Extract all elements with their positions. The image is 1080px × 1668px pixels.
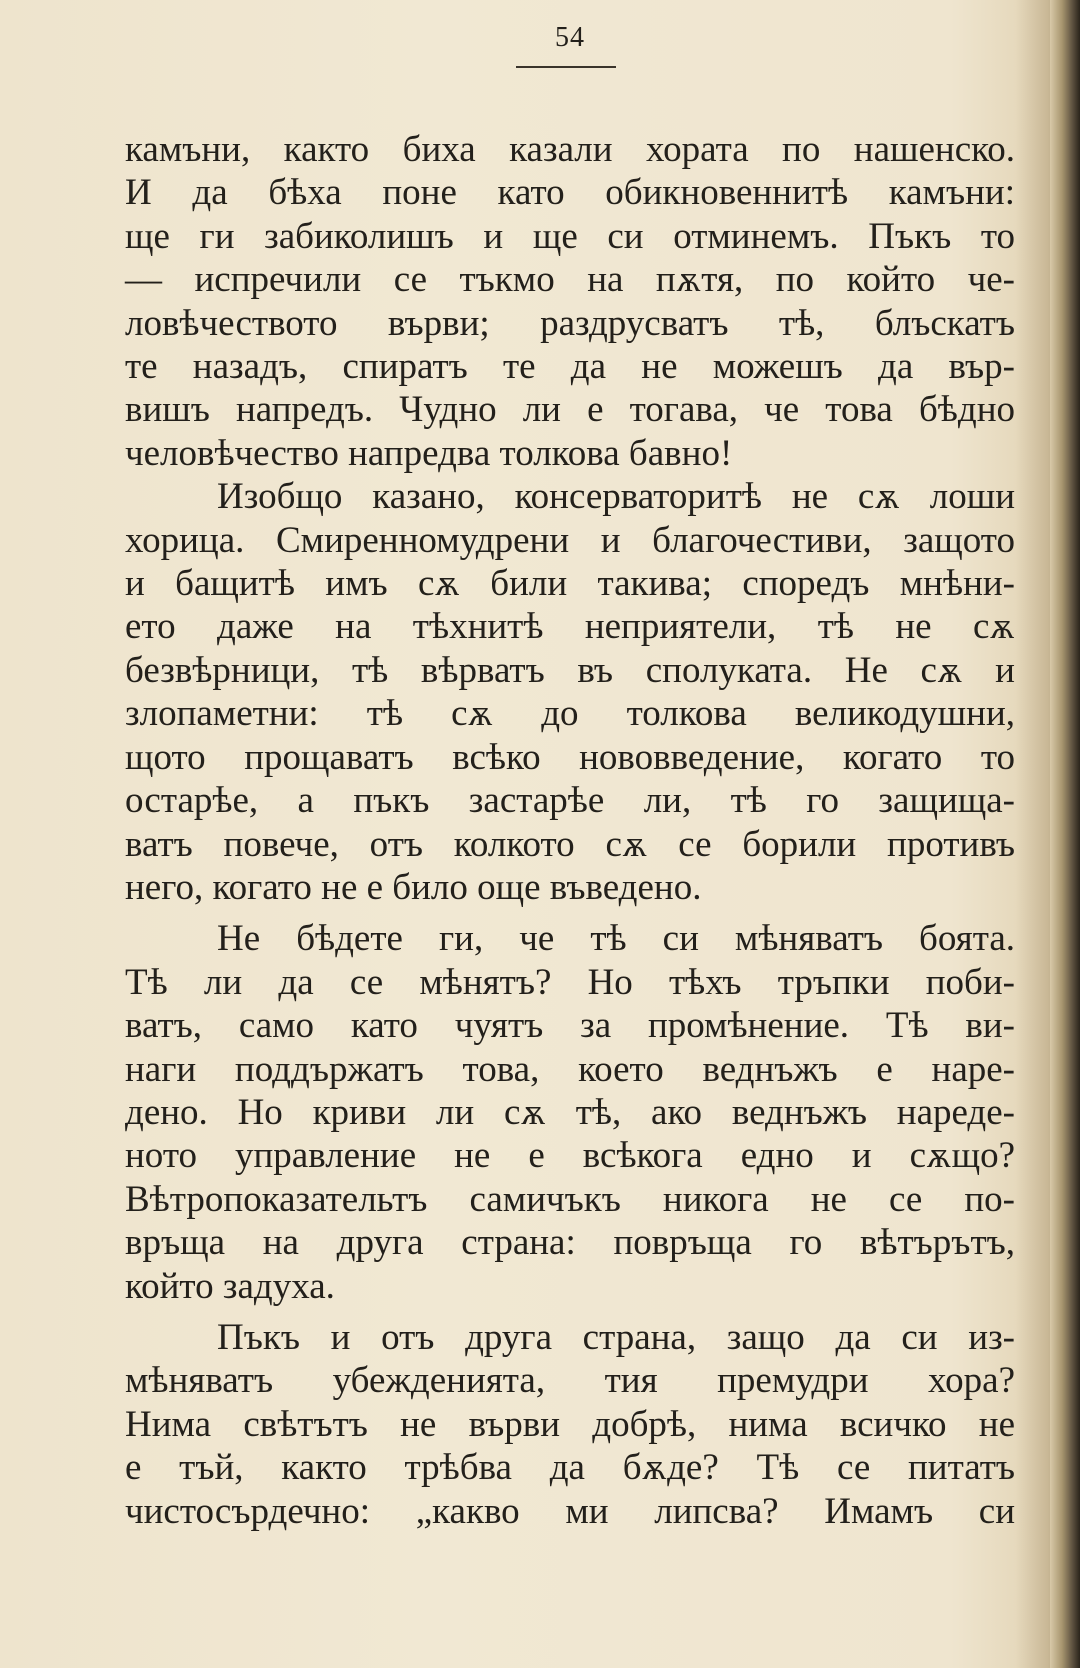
paragraph-1 bbox=[125, 128, 1015, 475]
text-line: злопаметни: тѣ сѫ до толкова великодушни, bbox=[125, 693, 1015, 735]
text-line: и бащитѣ имъ сѫ били такива; споредъ мнѣни- bbox=[125, 563, 1015, 605]
text-line: — испречили се тъкмо на пѫтя, по който че- bbox=[125, 259, 1015, 301]
text-line: Изобщо казано, консерваторитѣ не сѫ лоши bbox=[217, 476, 1015, 518]
header-rule bbox=[516, 66, 616, 68]
body-text bbox=[125, 128, 1015, 1533]
text-line: дено. Но криви ли сѫ тѣ, ако веднъжъ нареде- bbox=[125, 1091, 1015, 1133]
text-line: Тѣ ли да се мѣнятъ? Но тѣхъ тръпки поби- bbox=[125, 961, 1015, 1003]
text-line: человѣчество напредва толкова бавно! bbox=[125, 432, 733, 474]
book-spine-shadow bbox=[1050, 0, 1080, 1668]
paragraph-4 bbox=[125, 1316, 1015, 1533]
text-line: ното управление не е всѣкога едно и сѫщо? bbox=[125, 1135, 1015, 1177]
text-line: чистосърдечно: „какво ми липсва? Имамъ си bbox=[125, 1490, 1015, 1532]
text-line: наги поддържатъ това, което веднъжъ е наре- bbox=[125, 1048, 1015, 1090]
text-line: остарѣе, а пъкъ застарѣе ли, тѣ го защища- bbox=[125, 780, 1015, 822]
text-line: ето даже на тѣхнитѣ неприятели, тѣ не сѫ bbox=[125, 606, 1015, 648]
paragraph-3 bbox=[125, 917, 1015, 1308]
text-line: който задуха. bbox=[125, 1265, 335, 1307]
text-line: И да бѣха поне като обикновеннитѣ камъни: bbox=[125, 172, 1015, 214]
text-line: камъни, както биха казали хората по нашенско. bbox=[125, 129, 1015, 170]
text-line: безвѣрници, тѣ вѣрватъ въ сполуката. Не сѫ и bbox=[125, 649, 1015, 691]
text-line: вишъ напредъ. Чудно ли е тогава, че това бѣдно bbox=[125, 389, 1015, 431]
text-line: Пъкъ и отъ друга страна, защо да си из- bbox=[217, 1316, 1015, 1358]
text-line: Нима свѣтътъ не върви добрѣ, нима всичко не bbox=[125, 1403, 1015, 1445]
text-line: Не бѣдете ги, че тѣ си мѣняватъ боята. bbox=[217, 918, 1015, 960]
text-line: е тъй, както трѣбва да бѫде? Тѣ се питатъ bbox=[125, 1447, 1015, 1489]
text-line: ловѣчеството върви; раздрусватъ тѣ, блъскатъ bbox=[125, 302, 1015, 344]
text-line: хорица. Смиренномудрени и благочестиви, защото bbox=[125, 519, 1015, 561]
text-line: него, когато не е било още въведено. bbox=[125, 866, 702, 908]
text-line: те назадъ, спиратъ те да не можешъ да вър- bbox=[125, 346, 1015, 388]
text-line: щото прощаватъ всѣко нововведение, когато то bbox=[125, 736, 1015, 778]
text-line: мѣняватъ убежденията, тия премудри хора? bbox=[125, 1360, 1015, 1402]
page-number: 54 bbox=[555, 22, 585, 53]
text-line: ватъ, само като чуятъ за промѣнение. Тѣ ви- bbox=[125, 1005, 1015, 1047]
paragraph-2 bbox=[125, 475, 1015, 909]
text-line: ватъ повече, отъ колкото сѫ се борили противъ bbox=[125, 823, 1015, 865]
text-line: връща на друга страна: повръща го вѣтърътъ, bbox=[125, 1222, 1015, 1264]
text-line: Вѣтропоказательтъ самичъкъ никога не се по- bbox=[125, 1178, 1015, 1220]
text-line: ще ги забиколишъ и ще си отминемъ. Пъкъ то bbox=[125, 215, 1015, 257]
